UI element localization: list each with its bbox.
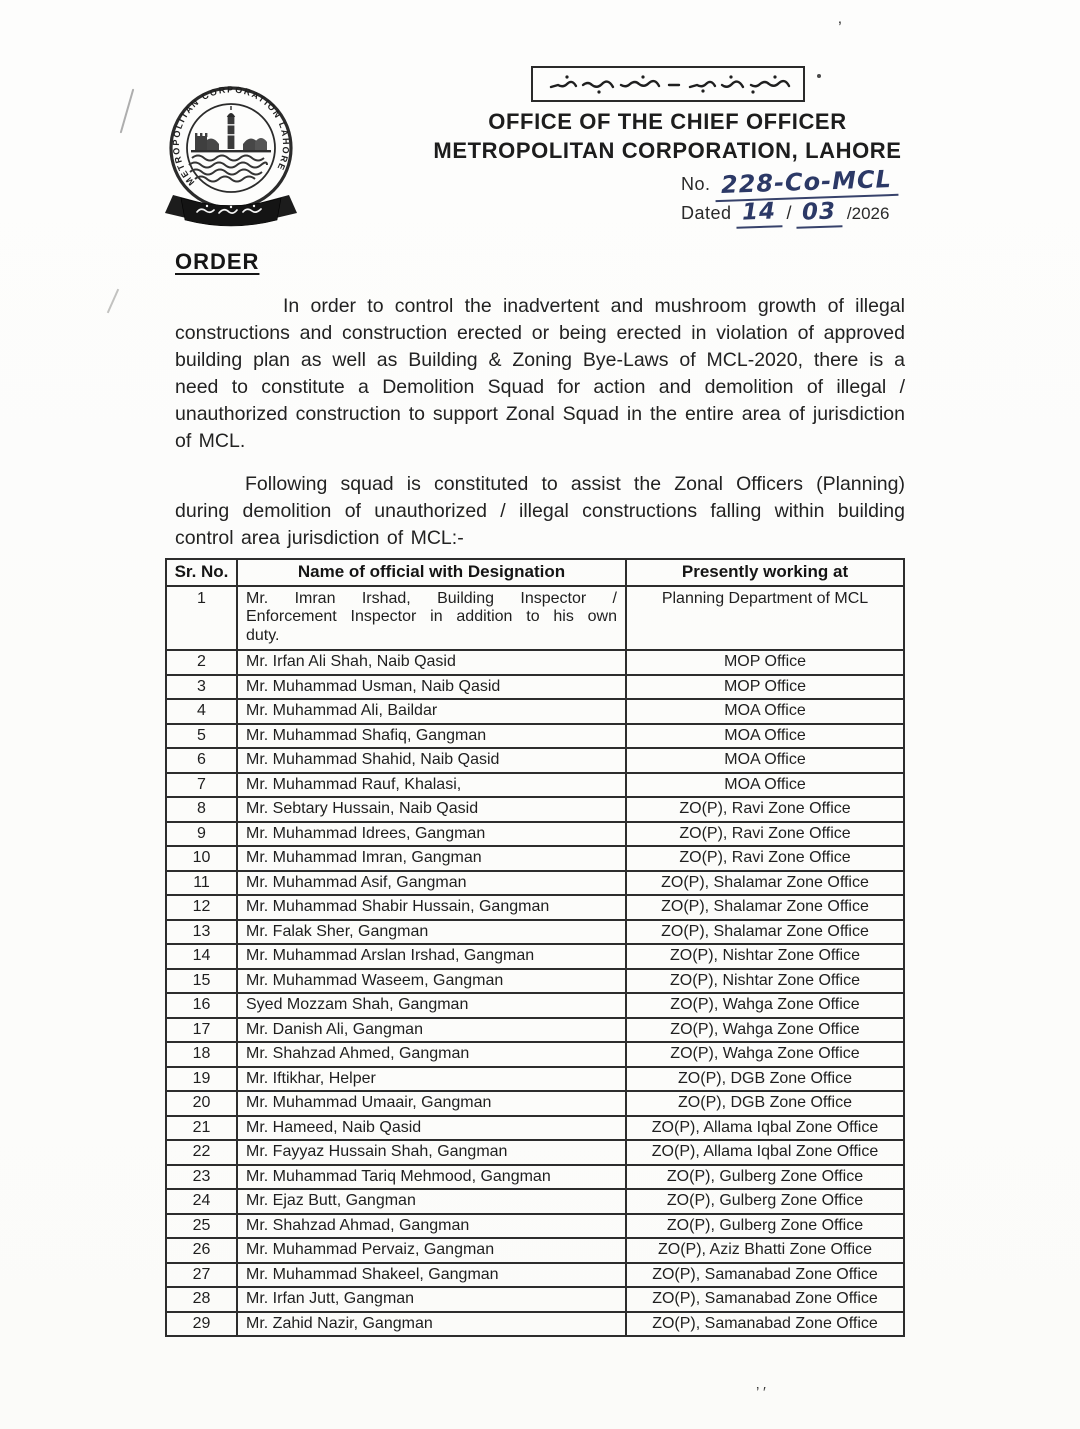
- cell-sr-no: 14: [166, 944, 237, 969]
- table-row: [166, 1312, 904, 1337]
- table-row: [166, 920, 904, 945]
- cell-presently-working: ZO(P), Nishtar Zone Office: [626, 969, 904, 994]
- cell-sr-no: 25: [166, 1214, 237, 1239]
- cell-sr-no: 27: [166, 1263, 237, 1288]
- scan-speck: ’: [838, 18, 842, 37]
- cell-sr-no: 8: [166, 797, 237, 822]
- cell-presently-working: ZO(P), Wahga Zone Office: [626, 1042, 904, 1067]
- office-title-line2: METROPOLITAN CORPORATION, LAHORE: [433, 138, 902, 163]
- cell-sr-no: 10: [166, 846, 237, 871]
- table-row: [166, 773, 904, 798]
- table-row: [166, 675, 904, 700]
- cell-official-name: Syed Mozzam Shah, Gangman: [237, 993, 626, 1018]
- table-row: [166, 650, 904, 675]
- cell-official-name: Mr. Muhammad Asif, Gangman: [237, 871, 626, 896]
- urdu-slogan-script: [543, 72, 793, 96]
- cell-presently-working: ZO(P), Shalamar Zone Office: [626, 920, 904, 945]
- header-sr-no: Sr. No.: [166, 559, 237, 586]
- reference-number-line: [681, 165, 898, 199]
- scan-fold-mark: [120, 89, 135, 134]
- cell-presently-working: ZO(P), Allama Iqbal Zone Office: [626, 1140, 904, 1165]
- date-line: [681, 199, 889, 228]
- cell-sr-no: 17: [166, 1018, 237, 1043]
- table-row: [166, 724, 904, 749]
- cell-presently-working: MOA Office: [626, 724, 904, 749]
- cell-presently-working: ZO(P), Shalamar Zone Office: [626, 871, 904, 896]
- cell-sr-no: 24: [166, 1189, 237, 1214]
- cell-sr-no: 12: [166, 895, 237, 920]
- cell-presently-working: ZO(P), Gulberg Zone Office: [626, 1165, 904, 1190]
- cell-presently-working: ZO(P), DGB Zone Office: [626, 1091, 904, 1116]
- cell-presently-working: ZO(P), Wahga Zone Office: [626, 1018, 904, 1043]
- cell-official-name: Mr. Falak Sher, Gangman: [237, 920, 626, 945]
- table-row: [166, 969, 904, 994]
- cell-sr-no: 28: [166, 1287, 237, 1312]
- cell-presently-working: ZO(P), Gulberg Zone Office: [626, 1189, 904, 1214]
- cell-sr-no: 23: [166, 1165, 237, 1190]
- cell-presently-working: ZO(P), Samanabad Zone Office: [626, 1312, 904, 1337]
- table-row: [166, 1018, 904, 1043]
- date-day-handwritten: 14: [736, 198, 783, 229]
- cell-official-name: Mr. Muhammad Shahid, Naib Qasid: [237, 748, 626, 773]
- cell-presently-working: MOP Office: [626, 675, 904, 700]
- scan-speck: ’ ′: [756, 1384, 766, 1401]
- cell-sr-no: 29: [166, 1312, 237, 1337]
- date-month-handwritten: 03: [796, 198, 843, 229]
- cell-official-name: Mr. Muhammad Imran, Gangman: [237, 846, 626, 871]
- cell-official-name: Mr. Ejaz Butt, Gangman: [237, 1189, 626, 1214]
- cell-official-name: Mr. Irfan Ali Shah, Naib Qasid: [237, 650, 626, 675]
- cell-sr-no: 22: [166, 1140, 237, 1165]
- table-row: [166, 871, 904, 896]
- table-row: [166, 895, 904, 920]
- cell-official-name: Mr. Muhammad Ali, Baildar: [237, 699, 626, 724]
- cell-official-name: Mr. Muhammad Waseem, Gangman: [237, 969, 626, 994]
- cell-sr-no: 4: [166, 699, 237, 724]
- letterhead: [415, 66, 920, 164]
- cell-official-name: Mr. Shahzad Ahmad, Gangman: [237, 1214, 626, 1239]
- cell-official-name: Mr. Irfan Jutt, Gangman: [237, 1287, 626, 1312]
- cell-presently-working: MOA Office: [626, 748, 904, 773]
- header-name-designation: Name of official with Designation: [237, 559, 626, 586]
- cell-official-name: Mr. Imran Irshad, Building Inspector / Enforcement Inspector in addition to his own duty.: [237, 586, 626, 651]
- table-row: [166, 699, 904, 724]
- cell-sr-no: 2: [166, 650, 237, 675]
- cell-official-name: Mr. Fayyaz Hussain Shah, Gangman: [237, 1140, 626, 1165]
- table-row: [166, 1189, 904, 1214]
- squad-table-body: [166, 586, 904, 1337]
- mcl-logo-seal: [150, 84, 312, 232]
- cell-sr-no: 19: [166, 1067, 237, 1092]
- cell-presently-working: ZO(P), Ravi Zone Office: [626, 846, 904, 871]
- cell-sr-no: 16: [166, 993, 237, 1018]
- table-row: [166, 1067, 904, 1092]
- scan-speck: [817, 74, 821, 78]
- table-row: [166, 944, 904, 969]
- cell-presently-working: ZO(P), Samanabad Zone Office: [626, 1263, 904, 1288]
- cell-official-name: Mr. Muhammad Tariq Mehmood, Gangman: [237, 1165, 626, 1190]
- order-paragraph-2: Following squad is constituted to assist the Zonal Officers (Planning) during demolition of unauthorized / illegal constructions falling within building control area jurisdiction of MCL:-: [175, 473, 905, 549]
- table-row: [166, 822, 904, 847]
- table-row: [166, 1116, 904, 1141]
- cell-presently-working: ZO(P), Ravi Zone Office: [626, 797, 904, 822]
- cell-official-name: Mr. Muhammad Idrees, Gangman: [237, 822, 626, 847]
- cell-sr-no: 1: [166, 586, 237, 651]
- cell-presently-working: ZO(P), Ravi Zone Office: [626, 822, 904, 847]
- cell-sr-no: 20: [166, 1091, 237, 1116]
- urdu-slogan-box: [531, 66, 805, 102]
- squad-table: [165, 558, 905, 1337]
- cell-official-name: Mr. Iftikhar, Helper: [237, 1067, 626, 1092]
- order-paragraph-1: In order to control the inadvertent and mushroom growth of illegal constructions and construction erected or being erected in violation of approved building plan as well as Building & Zoning Bye-Laws of MCL-2020, there is a need to constitute a Demolition Squad for action and demolition of illegal / unauthorized construction to support Zonal Squad in the entire area of jurisdiction of MCL.: [175, 295, 905, 452]
- table-row: [166, 1287, 904, 1312]
- table-row: [166, 1140, 904, 1165]
- cell-official-name: Mr. Muhammad Arslan Irshad, Gangman: [237, 944, 626, 969]
- cell-presently-working: ZO(P), DGB Zone Office: [626, 1067, 904, 1092]
- cell-sr-no: 5: [166, 724, 237, 749]
- dated-label: Dated: [681, 203, 732, 223]
- no-label: No.: [681, 174, 711, 194]
- cell-official-name: Mr. Muhammad Umaair, Gangman: [237, 1091, 626, 1116]
- cell-official-name: Mr. Sebtary Hussain, Naib Qasid: [237, 797, 626, 822]
- date-separator: /: [786, 203, 792, 223]
- cell-presently-working: ZO(P), Shalamar Zone Office: [626, 895, 904, 920]
- seal-ring-text: METROPOLITAN CORPORATION LAHORE: [170, 84, 292, 188]
- cell-presently-working: Planning Department of MCL: [626, 586, 904, 651]
- office-title-line1: OFFICE OF THE CHIEF OFFICER: [488, 109, 847, 134]
- cell-sr-no: 7: [166, 773, 237, 798]
- cell-official-name: Mr. Muhammad Shakeel, Gangman: [237, 1263, 626, 1288]
- cell-sr-no: 26: [166, 1238, 237, 1263]
- date-year: /2026: [846, 204, 890, 223]
- table-row: [166, 993, 904, 1018]
- reference-number-handwritten: 228-Co-MCL: [714, 165, 898, 202]
- cell-sr-no: 13: [166, 920, 237, 945]
- scan-fold-mark: [107, 289, 119, 314]
- cell-official-name: Mr. Hameed, Naib Qasid: [237, 1116, 626, 1141]
- cell-official-name: Mr. Muhammad Rauf, Khalasi,: [237, 773, 626, 798]
- cell-presently-working: ZO(P), Aziz Bhatti Zone Office: [626, 1238, 904, 1263]
- cell-sr-no: 21: [166, 1116, 237, 1141]
- cell-official-name: Mr. Zahid Nazir, Gangman: [237, 1312, 626, 1337]
- table-row: [166, 1214, 904, 1239]
- cell-sr-no: 9: [166, 822, 237, 847]
- cell-sr-no: 3: [166, 675, 237, 700]
- cell-official-name: Mr. Muhammad Shabir Hussain, Gangman: [237, 895, 626, 920]
- cell-presently-working: ZO(P), Allama Iqbal Zone Office: [626, 1116, 904, 1141]
- cell-presently-working: MOA Office: [626, 773, 904, 798]
- cell-sr-no: 18: [166, 1042, 237, 1067]
- table-row: [166, 586, 904, 651]
- cell-presently-working: ZO(P), Samanabad Zone Office: [626, 1287, 904, 1312]
- cell-sr-no: 6: [166, 748, 237, 773]
- table-row: [166, 1263, 904, 1288]
- cell-presently-working: ZO(P), Nishtar Zone Office: [626, 944, 904, 969]
- cell-sr-no: 15: [166, 969, 237, 994]
- table-row: [166, 1165, 904, 1190]
- squad-table-header: [166, 559, 904, 586]
- table-row: [166, 1238, 904, 1263]
- cell-official-name: Mr. Muhammad Pervaiz, Gangman: [237, 1238, 626, 1263]
- cell-sr-no: 11: [166, 871, 237, 896]
- cell-official-name: Mr. Shahzad Ahmed, Gangman: [237, 1042, 626, 1067]
- cell-presently-working: ZO(P), Gulberg Zone Office: [626, 1214, 904, 1239]
- table-row: [166, 846, 904, 871]
- order-heading: ORDER: [175, 249, 260, 274]
- cell-presently-working: ZO(P), Wahga Zone Office: [626, 993, 904, 1018]
- cell-official-name: Mr. Muhammad Usman, Naib Qasid: [237, 675, 626, 700]
- cell-presently-working: MOP Office: [626, 650, 904, 675]
- cell-presently-working: MOA Office: [626, 699, 904, 724]
- table-row: [166, 797, 904, 822]
- table-row: [166, 1042, 904, 1067]
- cell-official-name: Mr. Muhammad Shafiq, Gangman: [237, 724, 626, 749]
- cell-official-name: Mr. Danish Ali, Gangman: [237, 1018, 626, 1043]
- header-presently-working: Presently working at: [626, 559, 904, 586]
- table-row: [166, 748, 904, 773]
- table-row: [166, 1091, 904, 1116]
